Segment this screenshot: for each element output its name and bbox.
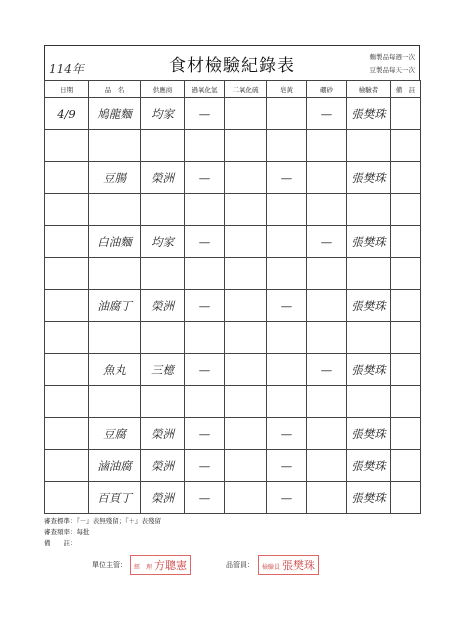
cell-date: 4/9 [45, 98, 89, 130]
cell-date [45, 258, 89, 290]
cell-borax: — [307, 226, 347, 258]
cell-date [45, 130, 89, 162]
cell-item [89, 322, 141, 354]
cell-note [391, 322, 421, 354]
cell-date [45, 226, 89, 258]
cell-date [45, 290, 89, 322]
cell-date [45, 322, 89, 354]
cell-yellow [267, 386, 307, 418]
cell-yellow [267, 226, 307, 258]
table-row [45, 98, 421, 130]
cell-h2o2 [185, 322, 225, 354]
cell-supplier: 榮洲 [141, 450, 185, 482]
form-header [44, 45, 420, 81]
table-row [45, 162, 421, 194]
cell-borax: — [307, 98, 347, 130]
cell-borax [307, 258, 347, 290]
supervisor-name: 方聰憲 [154, 559, 188, 572]
cell-date [45, 386, 89, 418]
table-row [45, 130, 421, 162]
table-row [45, 194, 421, 226]
cell-inspector: 張樊珠 [347, 450, 391, 482]
quality-stamp [258, 555, 319, 575]
cell-note [391, 450, 421, 482]
cell-supplier: 三檍 [141, 354, 185, 386]
cell-note [391, 386, 421, 418]
quality-title: 檢驗員 [262, 564, 281, 571]
cell-item: 油腐丁 [89, 290, 141, 322]
cell-yellow [267, 130, 307, 162]
cell-h2o2 [185, 194, 225, 226]
cell-supplier: 均家 [141, 226, 185, 258]
cell-note [391, 418, 421, 450]
table-row [45, 290, 421, 322]
cell-so2 [225, 450, 267, 482]
cell-supplier: 榮洲 [141, 290, 185, 322]
cell-note [391, 98, 421, 130]
cell-so2 [225, 290, 267, 322]
cell-note [391, 482, 421, 514]
review-standard: 審查標準：『－』表無殘留；『＋』表殘留 [44, 517, 161, 525]
cell-borax [307, 322, 347, 354]
cell-so2 [225, 386, 267, 418]
cell-borax [307, 418, 347, 450]
supervisor-stamp [130, 555, 191, 575]
col-sulfur-dioxide: 二氧化硫 [225, 81, 267, 98]
cell-date [45, 162, 89, 194]
cell-so2 [225, 482, 267, 514]
cell-date [45, 482, 89, 514]
cell-item: 豆腐 [89, 418, 141, 450]
cell-item: 白油麵 [89, 226, 141, 258]
quality-name: 張樊珠 [282, 559, 316, 572]
cell-item: 滷油腐 [89, 450, 141, 482]
cell-date [45, 418, 89, 450]
cell-note [391, 258, 421, 290]
cell-supplier [141, 130, 185, 162]
remarks-line: 備 註： [44, 539, 77, 547]
cell-h2o2: — [185, 418, 225, 450]
header-row [45, 81, 421, 98]
cell-h2o2 [185, 258, 225, 290]
unit-supervisor-label: 單位主管： [92, 561, 127, 569]
cell-note [391, 226, 421, 258]
cell-item [89, 386, 141, 418]
cell-item: 百頁丁 [89, 482, 141, 514]
cell-h2o2 [185, 130, 225, 162]
cell-yellow: — [267, 450, 307, 482]
cell-borax [307, 482, 347, 514]
cell-h2o2 [185, 386, 225, 418]
col-supplier: 供應商 [141, 81, 185, 98]
col-yellow-dye: 皂黃 [267, 81, 307, 98]
cell-so2 [225, 162, 267, 194]
form-title: 食材檢驗紀錄表 [169, 56, 295, 76]
cell-so2 [225, 418, 267, 450]
cell-yellow [267, 354, 307, 386]
cell-borax [307, 290, 347, 322]
cell-h2o2: — [185, 354, 225, 386]
cell-supplier [141, 194, 185, 226]
cell-inspector [347, 130, 391, 162]
cell-inspector [347, 386, 391, 418]
cell-note [391, 354, 421, 386]
cell-borax [307, 386, 347, 418]
cell-borax [307, 162, 347, 194]
col-date: 日期 [45, 81, 89, 98]
review-frequency: 審查頻率：每批 [44, 528, 90, 536]
table-row [45, 322, 421, 354]
cell-supplier: 均家 [141, 98, 185, 130]
cell-h2o2: — [185, 226, 225, 258]
quality-label: 品管員： [226, 561, 254, 569]
cell-inspector: 張樊珠 [347, 290, 391, 322]
year-label: 114年 [49, 62, 84, 76]
cell-supplier [141, 258, 185, 290]
cell-yellow [267, 258, 307, 290]
cell-item: 鳩龍麵 [89, 98, 141, 130]
cell-yellow: — [267, 418, 307, 450]
cell-inspector: 張樊珠 [347, 482, 391, 514]
cell-h2o2: — [185, 98, 225, 130]
cell-h2o2: — [185, 290, 225, 322]
cell-note [391, 290, 421, 322]
table-row [45, 258, 421, 290]
cell-supplier [141, 322, 185, 354]
cell-borax [307, 130, 347, 162]
cell-yellow [267, 322, 307, 354]
col-borax: 硼砂 [307, 81, 347, 98]
col-note: 備 註 [391, 81, 421, 98]
cell-borax [307, 194, 347, 226]
col-item: 品 名 [89, 81, 141, 98]
cell-inspector [347, 322, 391, 354]
cell-date [45, 194, 89, 226]
cell-date [45, 450, 89, 482]
cell-inspector [347, 194, 391, 226]
cell-inspector: 張樊珠 [347, 226, 391, 258]
supervisor-title: 經 理 [134, 564, 153, 571]
cell-borax: — [307, 354, 347, 386]
col-inspector: 檢驗者 [347, 81, 391, 98]
table-row [45, 386, 421, 418]
cell-item: 魚丸 [89, 354, 141, 386]
cell-yellow: — [267, 290, 307, 322]
cell-so2 [225, 194, 267, 226]
cell-inspector: 張樊珠 [347, 418, 391, 450]
cell-item [89, 258, 141, 290]
cell-so2 [225, 322, 267, 354]
cell-item [89, 194, 141, 226]
cell-note [391, 130, 421, 162]
cell-so2 [225, 98, 267, 130]
cell-inspector: 張樊珠 [347, 354, 391, 386]
frequency-note-noodles: 麵製品每週一次 [369, 53, 415, 61]
cell-supplier: 榮洲 [141, 162, 185, 194]
cell-borax [307, 450, 347, 482]
table-row [45, 226, 421, 258]
table-row [45, 482, 421, 514]
table-row [45, 418, 421, 450]
cell-h2o2: — [185, 450, 225, 482]
frequency-note-soy: 豆製品每天一次 [369, 66, 415, 74]
cell-inspector [347, 258, 391, 290]
cell-yellow [267, 194, 307, 226]
cell-note [391, 162, 421, 194]
form-footer [44, 516, 161, 549]
cell-yellow: — [267, 162, 307, 194]
col-hydrogen-peroxide: 過氧化氫 [185, 81, 225, 98]
cell-yellow [267, 98, 307, 130]
cell-supplier [141, 386, 185, 418]
inspection-table [44, 80, 421, 514]
cell-h2o2: — [185, 482, 225, 514]
cell-h2o2: — [185, 162, 225, 194]
cell-so2 [225, 354, 267, 386]
table-row [45, 450, 421, 482]
table-row [45, 354, 421, 386]
cell-supplier: 榮洲 [141, 418, 185, 450]
cell-so2 [225, 258, 267, 290]
cell-item [89, 130, 141, 162]
cell-inspector: 張樊珠 [347, 162, 391, 194]
cell-item: 豆腸 [89, 162, 141, 194]
cell-yellow: — [267, 482, 307, 514]
cell-supplier: 榮洲 [141, 482, 185, 514]
cell-note [391, 194, 421, 226]
cell-so2 [225, 226, 267, 258]
cell-date [45, 354, 89, 386]
cell-inspector: 張樊珠 [347, 98, 391, 130]
cell-so2 [225, 130, 267, 162]
